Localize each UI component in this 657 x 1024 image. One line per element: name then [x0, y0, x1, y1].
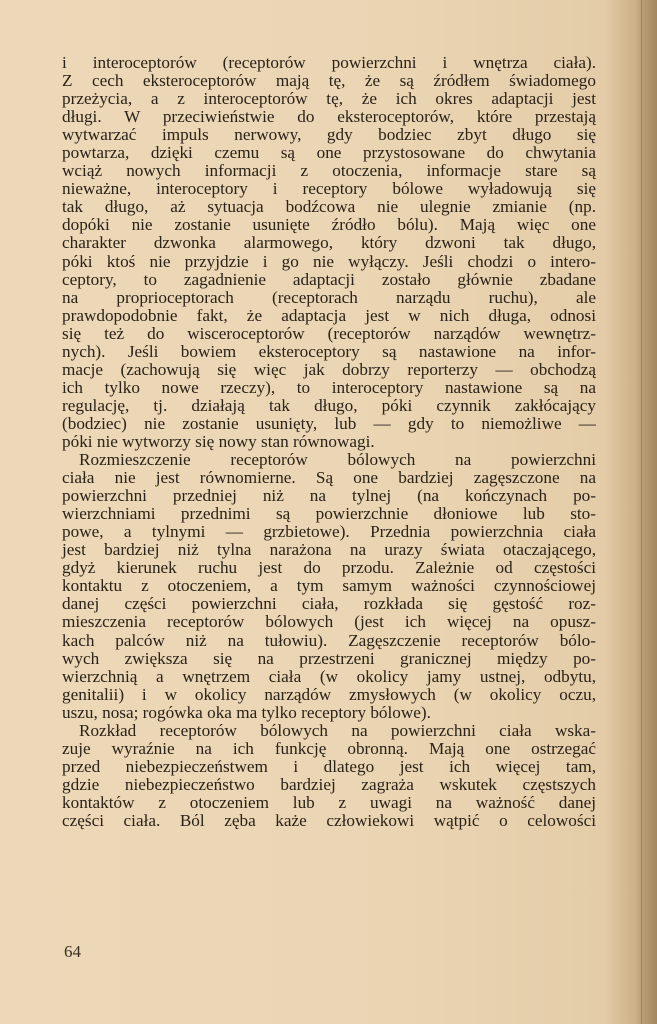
text-line: ceptory, to zagadnienie adaptacji zostało głównie zbadane: [62, 269, 596, 289]
text-line: gdyż kierunek ruchu jest do przodu. Zależnie od częstości: [62, 558, 596, 578]
text-line: się też do wisceroceptorów (receptorów narządów wewnętrz-: [62, 323, 596, 343]
text-line: macje (zachowują się więc jak dobrzy reporterzy — obchodzą: [62, 359, 596, 379]
text-line: regulację, tj. działają tak długo, póki czynnik zakłócający: [62, 395, 596, 415]
text-line: prawdopodobnie fakt, że adaptacja jest w nich długa, odnosi: [62, 305, 596, 325]
text-line: wych zwiększa się na przestrzeni granicznej między po-: [62, 648, 596, 668]
text-line: tak długo, aż sytuacja bodźcowa nie ulegnie zmianie (np.: [62, 197, 596, 217]
text-line: przed niebezpieczeństwem i dlatego jest ich więcej tam,: [62, 756, 596, 776]
text-line: kach palców niż na tułowiu). Zagęszczenie receptorów bólo-: [62, 630, 596, 650]
text-line: i interoceptorów (receptorów powierzchni i wnętrza ciała).: [62, 53, 596, 72]
text-line: nieważne, interoceptory i receptory bólowe wyładowują się: [62, 179, 596, 199]
text-line: dopóki nie zostanie usunięte źródło bólu). Mają więc one: [62, 215, 596, 235]
text-line: nych). Jeśli bowiem eksteroceptory są nastawione na infor-: [62, 341, 596, 361]
text-line: zuje wyraźnie na ich funkcję obronną. Mają one ostrzegać: [62, 738, 596, 758]
text-line: wytwarzać impuls nerwowy, gdy bodziec zbyt długo się: [62, 125, 596, 145]
text-line: danej części powierzchni ciała, rozkłada się gęstość roz-: [62, 594, 596, 614]
page-edge-shadow: [635, 0, 657, 1024]
text-line: (bodziec) nie zostanie usunięty, lub — gdy to niemożliwe —: [62, 413, 596, 433]
text-line: ich tylko nowe rzeczy), to interoceptory nastawione są na: [62, 377, 596, 397]
text-line: kontaktów z otoczeniem lub z uwagi na ważność danej: [62, 792, 596, 812]
page-number: 64: [64, 942, 81, 961]
text-line: póki ktoś nie przyjdzie i go nie wyłączy. Jeśli chodzi o intero-: [62, 251, 596, 271]
text-line: póki nie wytworzy się nowy stan równowagi.: [62, 431, 375, 451]
text-line: jest bardziej niż tylna narażona na urazy świata otaczającego,: [62, 540, 596, 560]
body-text: [62, 54, 596, 830]
text-line: wierzchniami przednimi są powierzchnie dłoniowe lub sto-: [62, 504, 596, 524]
text-line: gdzie niebezpieczeństwo bardziej zagraża wskutek częstszych: [62, 774, 596, 794]
text-line: genitalii) i w okolicy narządów zmysłowych (w okolicy oczu,: [62, 684, 596, 704]
text-line: wciąż nowych informacji z otoczenia, informacje stare są: [62, 161, 596, 181]
text-line: mieszczenia receptorów bólowych (jest ich więcej na opusz-: [62, 612, 596, 632]
text-line: uszu, nosa; rogówka oka ma tylko receptory bólowe).: [62, 702, 431, 722]
text-line: Rozkład receptorów bólowych na powierzchni ciała wska-: [79, 720, 596, 740]
text-line: wierzchnią a wnętrzem ciała (w okolicy jamy ustnej, odbytu,: [62, 666, 596, 686]
text-line: na proprioceptorach (receptorach narządu ruchu), ale: [62, 287, 596, 307]
page-edge-line: [641, 0, 642, 1024]
text-line: charakter dzwonka alarmowego, który dzwoni tak długo,: [62, 233, 596, 253]
text-line: kontaktu z otoczeniem, a tym samym ważności czynnościowej: [62, 576, 596, 596]
text-line: przeżycia, a z interoceptorów tę, że ich okres adaptacji jest: [62, 89, 596, 109]
text-line: ciała nie jest równomierne. Są one bardziej zagęszczone na: [62, 468, 596, 488]
text-line: Z cech eksteroceptorów mają tę, że są źródłem świadomego: [62, 71, 596, 91]
text-line: Rozmieszczenie receptorów bólowych na powierzchni: [79, 450, 596, 470]
text-line: długi. W przeciwieństwie do eksteroceptorów, które przestają: [62, 107, 596, 127]
text-line: powtarza, dzięki czemu są one przystosowane do chwytania: [62, 143, 596, 163]
text-line: powe, a tylnymi — grzbietowe). Przednia powierzchnia ciała: [62, 522, 596, 542]
text-line: części ciała. Ból zęba każe człowiekowi wątpić o celowości: [62, 810, 596, 830]
text-line: powierzchni przedniej niż na tylnej (na kończynach po-: [62, 486, 596, 506]
